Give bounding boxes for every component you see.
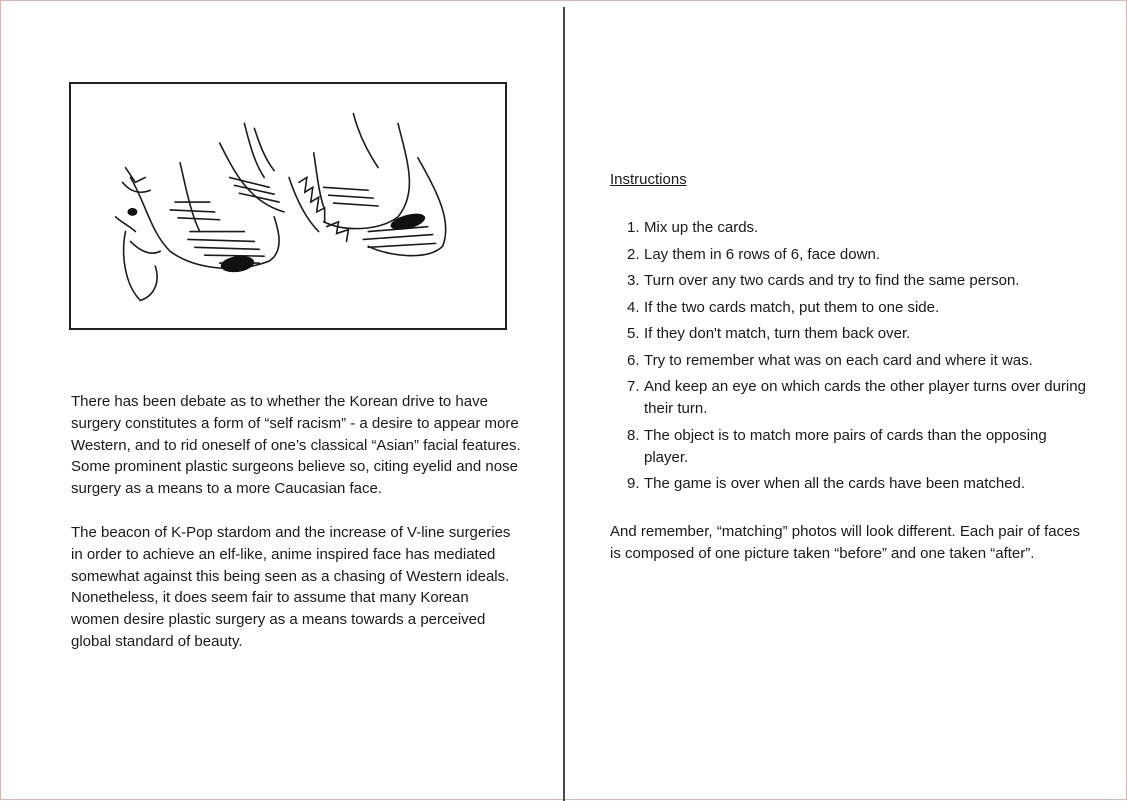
right-page (565, 1, 1127, 801)
instruction-step (627, 244, 1087, 266)
step-text: Mix up the cards. (644, 219, 759, 236)
essay-text (71, 391, 521, 675)
left-page (1, 1, 563, 801)
step-text: The object is to match more pairs of cards than the opposing player. (644, 426, 1047, 466)
essay-paragraph-1: There has been debate as to whether the Korean drive to have surgery constitutes a form of “self racism” - a desire to appear more Western, and to rid oneself of one’s classical “Asian” facial features. Some prominent plastic surgeons believe so, citing eyelid and nose surgery as a means to a more Caucasian face. (71, 393, 521, 498)
step-number: 6. (627, 351, 640, 369)
instructions-list (627, 217, 1087, 500)
nose-sketch-drawing (71, 84, 505, 328)
nose-sketch-illustration (69, 82, 507, 330)
step-text: If they don't match, turn them back over. (644, 325, 911, 342)
instruction-step (627, 323, 1087, 345)
instruction-step (627, 425, 1087, 469)
instructions-heading: Instructions (610, 171, 687, 188)
step-text: The game is over when all the cards have been matched. (644, 475, 1026, 492)
step-number: 2. (627, 245, 640, 263)
step-number: 3. (627, 272, 640, 289)
step-text: And keep an eye on which cards the other player turns over during their turn. (644, 378, 1086, 417)
step-number: 7. (627, 378, 640, 395)
instruction-step (627, 270, 1087, 292)
instruction-step (627, 376, 1087, 420)
instruction-step (627, 297, 1087, 319)
step-text: If the two cards match, put them to one side. (644, 298, 940, 316)
step-number: 5. (627, 325, 640, 342)
step-number: 9. (627, 475, 640, 492)
instruction-step (627, 350, 1087, 372)
step-number: 4. (627, 298, 640, 316)
instruction-step (627, 217, 1087, 239)
instruction-step (627, 473, 1087, 495)
step-number: 1. (627, 219, 640, 236)
step-text: Lay them in 6 rows of 6, face down. (644, 245, 880, 263)
essay-paragraph-2: The beacon of K-Pop stardom and the increase of V-line surgeries in order to achieve an elf-like, anime inspired face has mediated somewhat against this being seen as a chasing of Western ideals. Nonetheless, it does seem fair to assume that many Korean women desire plastic surgery as a means towards a perceived global standard of beauty. (71, 523, 511, 650)
step-text: Try to remember what was on each card and where it was. (644, 351, 1033, 369)
closing-note: And remember, “matching” photos will look different. Each pair of faces is composed of one picture taken “before” and one taken “after”. (610, 523, 1080, 562)
step-text: Turn over any two cards and try to find the same person. (644, 272, 1020, 289)
step-number: 8. (627, 426, 640, 444)
